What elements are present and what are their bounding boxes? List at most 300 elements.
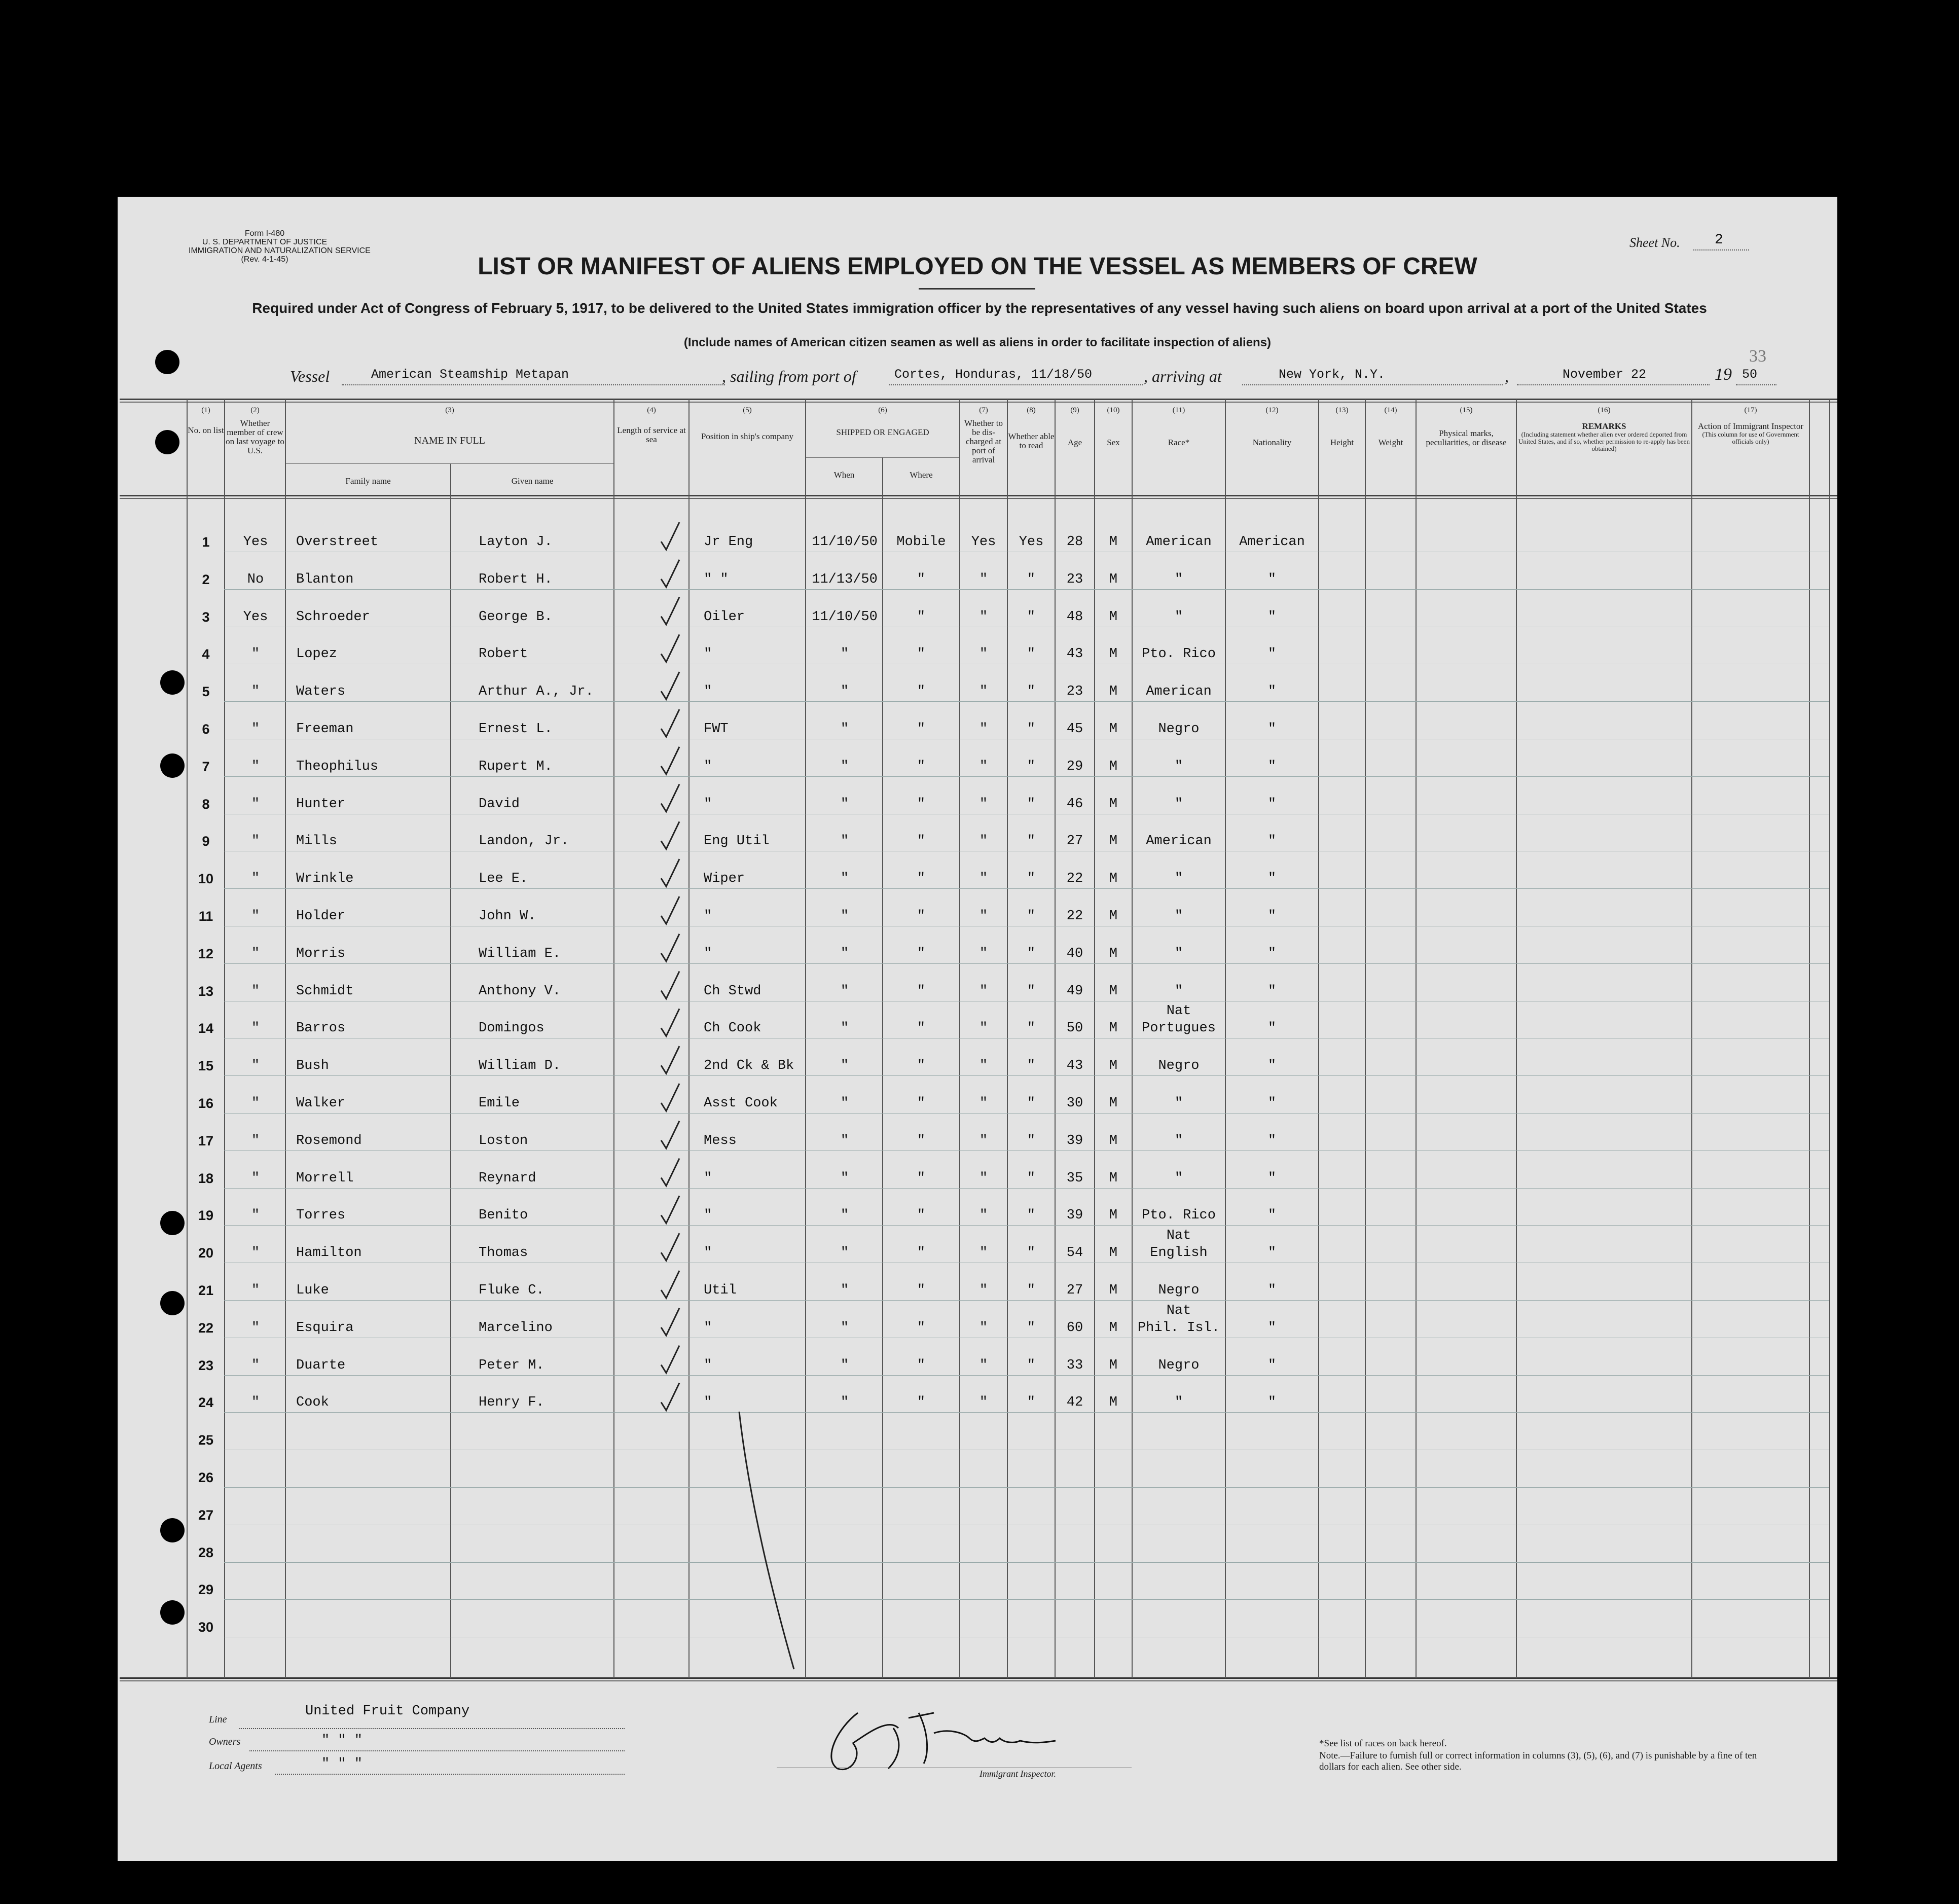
last-voyage-cell: ": [251, 646, 260, 662]
race-cell: Negro: [1158, 1358, 1200, 1373]
given-name-cell: Ernest L.: [479, 722, 553, 737]
given-name-cell: Peter M.: [479, 1358, 545, 1373]
checkmark-icon: [661, 522, 679, 550]
shipped-where-cell: ": [917, 759, 926, 774]
row-number-cell: 8: [202, 797, 210, 812]
shipped-where-cell: ": [917, 646, 926, 662]
vessel-label: Vessel: [290, 367, 330, 385]
last-voyage-cell: ": [251, 1320, 260, 1336]
checkmark-icon: [661, 1084, 679, 1111]
shipped-where-cell: ": [917, 909, 926, 924]
given-name-cell: Emile: [479, 1096, 520, 1111]
shipped-where-cell: ": [917, 1208, 926, 1223]
shipped-where-cell: ": [917, 1021, 926, 1036]
age-cell: 39: [1066, 1208, 1083, 1223]
row-number-cell: 12: [198, 946, 214, 961]
shipped-when-cell: 11/13/50: [812, 572, 878, 587]
last-voyage-cell: ": [251, 1358, 260, 1373]
able-to-read-cell: ": [1027, 797, 1036, 812]
shipped-where-cell: ": [917, 834, 926, 849]
sex-cell: M: [1109, 909, 1118, 924]
position-cell: Eng Util: [704, 834, 770, 849]
col-label: Physical marks, peculiarities, or disease: [1426, 428, 1507, 447]
col-label: Whether able to read: [1008, 432, 1055, 450]
col-label: SHIPPED OR ENGAGED: [836, 427, 929, 437]
last-voyage-cell: ": [251, 1171, 260, 1186]
age-cell: 40: [1066, 946, 1083, 961]
checkmark-icon: [661, 1346, 679, 1373]
last-voyage-cell: ": [251, 1133, 260, 1148]
col-label: Race*: [1168, 438, 1190, 447]
last-voyage-cell: ": [251, 1021, 260, 1036]
family-name-cell: Hunter: [296, 797, 346, 812]
row-number-cell: 27: [198, 1507, 214, 1523]
sheet-number: 2: [1715, 232, 1723, 248]
checkmark-icon: [661, 1121, 679, 1148]
family-name-cell: Waters: [296, 684, 346, 699]
nationality-cell: ": [1267, 572, 1277, 587]
discharged-cell: ": [979, 759, 988, 774]
shipped-when-cell: ": [840, 1245, 849, 1261]
family-name-cell: Overstreet: [296, 534, 379, 550]
position-cell: ": [704, 1245, 712, 1261]
shipped-when-cell: 11/10/50: [812, 534, 878, 550]
year-prefix: 19: [1715, 365, 1732, 384]
position-cell: Ch Cook: [704, 1021, 761, 1036]
able-to-read-cell: ": [1027, 1320, 1036, 1336]
sex-cell: M: [1109, 1283, 1118, 1298]
col-number: (5): [743, 406, 752, 414]
checkmark-icon: [661, 1233, 679, 1261]
family-name-cell: Torres: [296, 1208, 346, 1223]
given-name-cell: George B.: [479, 609, 553, 625]
position-cell: " ": [704, 572, 729, 587]
given-name-cell: David: [479, 797, 520, 812]
able-to-read-cell: ": [1027, 984, 1036, 999]
age-cell: 46: [1066, 797, 1083, 812]
sex-cell: M: [1109, 1021, 1118, 1036]
age-cell: 33: [1066, 1358, 1083, 1373]
checkmark-icon: [661, 821, 679, 849]
col-number: (1): [201, 406, 210, 414]
sex-cell: M: [1109, 1096, 1118, 1111]
discharged-cell: ": [979, 722, 988, 737]
col-label: Action of Immigrant Inspector: [1697, 421, 1804, 431]
shipped-where-cell: ": [917, 1096, 926, 1111]
given-name-cell: Robert H.: [479, 572, 553, 587]
row-number-cell: 1: [202, 534, 210, 550]
shipped-where-cell: Mobile: [896, 534, 946, 550]
race-cell: ": [1174, 1096, 1183, 1111]
owners-label: Owners: [209, 1736, 241, 1747]
race-cell: ": [1174, 871, 1183, 886]
shipped-when-cell: ": [840, 871, 849, 886]
subtitle-note: (Include names of American citizen seamen as well as aliens in order to facilitate inspection of aliens): [683, 336, 1272, 349]
agents-value: " " ": [321, 1756, 363, 1772]
nationality-cell: ": [1267, 984, 1277, 999]
discharged-cell: ": [979, 871, 988, 886]
col-label: Height: [1330, 438, 1354, 447]
sex-cell: M: [1109, 1395, 1118, 1410]
row-number-cell: 7: [202, 759, 210, 774]
last-voyage-cell: No: [247, 572, 264, 587]
col-number: (6): [878, 406, 887, 414]
discharged-cell: ": [979, 609, 988, 625]
shipped-when-cell: ": [840, 684, 849, 699]
sex-cell: M: [1109, 1058, 1118, 1073]
row-number-cell: 18: [198, 1171, 214, 1186]
checkmark-icon: [661, 747, 679, 774]
sex-cell: M: [1109, 984, 1118, 999]
position-cell: ": [704, 646, 712, 662]
sailing-from: Cortes, Honduras, 11/18/50: [894, 367, 1093, 382]
manifest-sheet: [118, 197, 1837, 1861]
checkmark-icon: [661, 896, 679, 924]
shipped-when-cell: ": [840, 759, 849, 774]
nationality-cell: ": [1267, 1208, 1277, 1223]
able-to-read-cell: ": [1027, 1283, 1036, 1298]
sex-cell: M: [1109, 759, 1118, 774]
shipped-where-cell: ": [917, 1171, 926, 1186]
given-name-cell: Anthony V.: [479, 984, 561, 999]
shipped-when-cell: ": [840, 797, 849, 812]
age-cell: 28: [1066, 534, 1083, 550]
able-to-read-cell: ": [1027, 759, 1036, 774]
race-cell: ": [1174, 984, 1183, 999]
given-name-cell: Robert: [479, 646, 528, 662]
checkmark-icon: [661, 784, 679, 812]
sex-cell: M: [1109, 722, 1118, 737]
last-voyage-cell: ": [251, 909, 260, 924]
last-voyage-cell: ": [251, 1058, 260, 1073]
row-number-cell: 14: [198, 1021, 214, 1036]
page-title: LIST OR MANIFEST OF ALIENS EMPLOYED ON THE VESSEL AS MEMBERS OF CREW: [478, 253, 1477, 280]
discharged-cell: ": [979, 1133, 988, 1148]
sex-cell: M: [1109, 609, 1118, 625]
row-number-cell: 22: [198, 1320, 214, 1336]
position-cell: Oiler: [704, 609, 745, 625]
given-name-cell: Landon, Jr.: [479, 834, 569, 849]
age-cell: 23: [1066, 572, 1083, 587]
last-voyage-cell: ": [251, 1395, 260, 1410]
nationality-cell: ": [1267, 1283, 1277, 1298]
shipped-when-cell: ": [840, 984, 849, 999]
age-cell: 29: [1066, 759, 1083, 774]
sex-cell: M: [1109, 1245, 1118, 1261]
nationality-cell: ": [1267, 1096, 1277, 1111]
shipped-when-cell: ": [840, 646, 849, 662]
col-number: (3): [445, 406, 454, 414]
owners-value: " " ": [321, 1733, 363, 1748]
last-voyage-cell: ": [251, 1283, 260, 1298]
discharged-cell: Yes: [971, 534, 996, 550]
nationality-cell: ": [1267, 684, 1277, 699]
discharged-cell: ": [979, 1171, 988, 1186]
last-voyage-cell: ": [251, 1208, 260, 1223]
able-to-read-cell: ": [1027, 1358, 1036, 1373]
sex-cell: M: [1109, 1133, 1118, 1148]
family-name-cell: Bush: [296, 1058, 329, 1073]
shipped-where-cell: ": [917, 684, 926, 699]
shipped-when-cell: ": [840, 1058, 849, 1073]
discharged-cell: ": [979, 1320, 988, 1336]
shipped-where-cell: ": [917, 1358, 926, 1373]
family-name-cell: Wrinkle: [296, 871, 354, 886]
age-cell: 39: [1066, 1133, 1083, 1148]
age-cell: 50: [1066, 1021, 1083, 1036]
nationality-cell: ": [1267, 1171, 1277, 1186]
family-name-cell: Walker: [296, 1096, 346, 1111]
last-voyage-cell: Yes: [243, 534, 268, 550]
position-cell: ": [704, 1208, 712, 1223]
race-cell: Negro: [1158, 1058, 1200, 1073]
race-cell: ": [1174, 572, 1183, 587]
shipped-where-cell: ": [917, 609, 926, 625]
nationality-cell: ": [1267, 1133, 1277, 1148]
row-number-cell: 20: [198, 1245, 214, 1261]
last-voyage-cell: Yes: [243, 609, 268, 625]
row-number-cell: 29: [198, 1582, 214, 1597]
sex-cell: M: [1109, 1320, 1118, 1336]
row-number-cell: 16: [198, 1096, 214, 1111]
discharged-cell: ": [979, 684, 988, 699]
nationality-cell: ": [1267, 1358, 1277, 1373]
shipped-when-cell: ": [840, 946, 849, 961]
position-cell: ": [704, 684, 712, 699]
age-cell: 27: [1066, 1283, 1083, 1298]
races-note: *See list of races on back hereof.: [1319, 1738, 1447, 1749]
able-to-read-cell: ": [1027, 909, 1036, 924]
row-number-cell: 13: [198, 984, 214, 999]
checkmark-icon: [661, 560, 679, 587]
age-cell: 45: [1066, 722, 1083, 737]
col-number: (9): [1070, 406, 1079, 414]
position-cell: Mess: [704, 1133, 737, 1148]
row-number-cell: 2: [202, 572, 210, 587]
age-cell: 22: [1066, 871, 1083, 886]
nationality-cell: ": [1267, 609, 1277, 625]
shipped-where-cell: ": [917, 572, 926, 587]
race-prefix-cell: Nat: [1166, 1003, 1191, 1019]
col-label: Whether to be dis-charged at port of arrival: [964, 418, 1003, 464]
able-to-read-cell: ": [1027, 1096, 1036, 1111]
nationality-cell: ": [1267, 1395, 1277, 1410]
row-number-cell: 5: [202, 684, 210, 699]
discharged-cell: ": [979, 797, 988, 812]
age-cell: 42: [1066, 1395, 1083, 1410]
able-to-read-cell: ": [1027, 1245, 1036, 1261]
col-number: (10): [1107, 406, 1120, 414]
position-cell: Ch Stwd: [704, 984, 761, 999]
given-name-cell: John W.: [479, 909, 536, 924]
row-number-cell: 6: [202, 722, 210, 737]
race-cell: English: [1150, 1245, 1208, 1261]
sex-cell: M: [1109, 572, 1118, 587]
family-name-cell: Cook: [296, 1395, 329, 1410]
arrival-date: November 22: [1563, 367, 1647, 382]
race-prefix-cell: Nat: [1166, 1228, 1191, 1243]
position-cell: ": [704, 797, 712, 812]
checkmark-layer: [118, 197, 1837, 1682]
discharged-cell: ": [979, 984, 988, 999]
row-number-cell: 4: [202, 646, 210, 662]
race-cell: ": [1174, 759, 1183, 774]
col-sublabel: (This column for use of Government officials only): [1702, 430, 1799, 445]
shipped-when-cell: ": [840, 1021, 849, 1036]
sex-cell: M: [1109, 871, 1118, 886]
family-name-cell: Freeman: [296, 722, 354, 737]
col-label: Weight: [1378, 438, 1403, 447]
shipped-where-cell: ": [917, 1320, 926, 1336]
race-cell: Phil. Isl.: [1137, 1320, 1220, 1336]
line-label: Line: [209, 1714, 227, 1725]
sex-cell: M: [1109, 1208, 1118, 1223]
race-cell: Pto. Rico: [1142, 646, 1216, 662]
row-number-cell: 3: [202, 609, 210, 625]
discharged-cell: ": [979, 1096, 988, 1111]
given-name-cell: Domingos: [479, 1021, 545, 1036]
discharged-cell: ": [979, 1395, 988, 1410]
race-cell: ": [1174, 1133, 1183, 1148]
checkmark-icon: [661, 1009, 679, 1036]
able-to-read-cell: ": [1027, 1021, 1036, 1036]
line-company: United Fruit Company: [305, 1704, 470, 1719]
col-label: Position in ship's company: [701, 432, 794, 441]
col6b-header: Where: [910, 470, 933, 480]
family-name-cell: Luke: [296, 1283, 329, 1298]
nationality-cell: ": [1267, 946, 1277, 961]
nationality-cell: ": [1267, 722, 1277, 737]
discharged-cell: ": [979, 1245, 988, 1261]
subtitle: Required under Act of Congress of February 5, 1917, to be delivered to the United States immigration officer by the representatives of any vessel having such aliens on board upon arrival at a port of the United States: [252, 300, 1707, 316]
shipped-when-cell: ": [840, 1171, 849, 1186]
service: IMMIGRATION AND NATURALIZATION SERVICE: [189, 246, 371, 255]
nationality-cell: American: [1239, 534, 1305, 550]
col-label: NAME IN FULL: [414, 435, 485, 446]
row-number-cell: 21: [198, 1283, 214, 1298]
col-label: Sex: [1107, 438, 1120, 447]
able-to-read-cell: ": [1027, 572, 1036, 587]
age-cell: 23: [1066, 684, 1083, 699]
agents-label: Local Agents: [209, 1761, 262, 1772]
last-voyage-cell: ": [251, 1096, 260, 1111]
shipped-when-cell: ": [840, 1358, 849, 1373]
shipped-where-cell: ": [917, 1395, 926, 1410]
able-to-read-cell: ": [1027, 684, 1036, 699]
position-cell: Jr Eng: [704, 534, 753, 550]
given-name-cell: Arthur A., Jr.: [479, 684, 594, 699]
age-cell: 60: [1066, 1320, 1083, 1336]
inspector-label: Immigrant Inspector.: [980, 1769, 1056, 1779]
able-to-read-cell: Yes: [1019, 534, 1044, 550]
shipped-where-cell: ": [917, 1283, 926, 1298]
nationality-cell: ": [1267, 871, 1277, 886]
shipped-when-cell: ": [840, 1395, 849, 1410]
col-label: REMARKS: [1582, 421, 1626, 431]
col-number: (4): [647, 406, 656, 414]
revision: (Rev. 4-1-45): [241, 255, 288, 264]
row-number-cell: 23: [198, 1358, 214, 1373]
vessel-name: American Steamship Metapan: [371, 367, 569, 382]
sex-cell: M: [1109, 834, 1118, 849]
col-sublabel: (Including statement whether alien ever ordered deported from United States, and if so, whether permission to re-apply has been obtained): [1518, 430, 1690, 452]
nationality-cell: ": [1267, 834, 1277, 849]
position-cell: ": [704, 1358, 712, 1373]
nationality-cell: ": [1267, 797, 1277, 812]
last-voyage-cell: ": [251, 797, 260, 812]
discharged-cell: ": [979, 834, 988, 849]
family-name-cell: Blanton: [296, 572, 354, 587]
col-label: Length of service at sea: [617, 425, 686, 444]
col-number: (12): [1265, 406, 1279, 414]
shipped-when-cell: ": [840, 1096, 849, 1111]
page-stamp: 33: [1749, 347, 1766, 366]
able-to-read-cell: ": [1027, 1208, 1036, 1223]
race-prefix-cell: Nat: [1166, 1303, 1191, 1318]
checkmark-icon: [661, 1271, 679, 1298]
position-cell: ": [704, 1395, 712, 1410]
sex-cell: M: [1109, 1171, 1118, 1186]
race-cell: ": [1174, 946, 1183, 961]
given-name-cell: Reynard: [479, 1171, 536, 1186]
nationality-cell: ": [1267, 1320, 1277, 1336]
checkmark-icon: [661, 709, 679, 737]
position-cell: ": [704, 909, 712, 924]
shipped-where-cell: ": [917, 871, 926, 886]
position-cell: Wiper: [704, 871, 745, 886]
col-number: (16): [1598, 406, 1611, 414]
col-number: (14): [1384, 406, 1397, 414]
row-number-cell: 11: [198, 909, 213, 924]
family-name-cell: Barros: [296, 1021, 346, 1036]
col-number: (15): [1460, 406, 1473, 414]
last-voyage-cell: ": [251, 871, 260, 886]
last-voyage-cell: ": [251, 946, 260, 961]
shipped-when-cell: ": [840, 1133, 849, 1148]
arriving-at: New York, N.Y.: [1279, 367, 1386, 382]
able-to-read-cell: ": [1027, 1133, 1036, 1148]
comma: ,: [1505, 367, 1509, 385]
family-name-cell: Schroeder: [296, 609, 370, 625]
shipped-where-cell: ": [917, 984, 926, 999]
col3a-header: Family name: [345, 476, 391, 486]
given-name-cell: Henry F.: [479, 1395, 545, 1410]
race-cell: ": [1174, 609, 1183, 625]
shipped-where-cell: ": [917, 797, 926, 812]
row-number-cell: 19: [198, 1208, 214, 1223]
col6a-header: When: [833, 470, 855, 480]
penalty-note: Note.—Failure to furnish full or correct information in columns (3), (5), (6), and (7) is punishable by a fine of ten dollars for each alien. See other side.: [1319, 1750, 1757, 1772]
age-cell: 54: [1066, 1245, 1083, 1261]
race-cell: ": [1174, 1171, 1183, 1186]
race-cell: ": [1174, 797, 1183, 812]
family-name-cell: Morrell: [296, 1171, 354, 1186]
discharged-cell: ": [979, 1021, 988, 1036]
race-cell: American: [1146, 834, 1212, 849]
discharged-cell: ": [979, 909, 988, 924]
checkmark-icon: [661, 597, 679, 625]
shipped-where-cell: ": [917, 722, 926, 737]
able-to-read-cell: ": [1027, 609, 1036, 625]
position-cell: Util: [704, 1283, 737, 1298]
family-name-cell: Holder: [296, 909, 346, 924]
checkmark-icon: [661, 934, 679, 961]
shipped-where-cell: ": [917, 1245, 926, 1261]
position-cell: ": [704, 1320, 712, 1336]
able-to-read-cell: ": [1027, 871, 1036, 886]
department: U. S. DEPARTMENT OF JUSTICE: [202, 238, 328, 246]
last-voyage-cell: ": [251, 684, 260, 699]
